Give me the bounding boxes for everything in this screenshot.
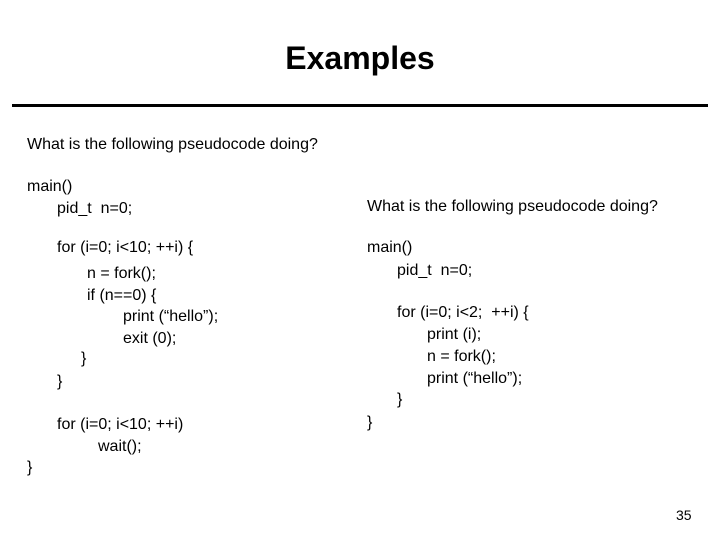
left-code-line-close-for: }: [57, 373, 63, 390]
right-code-line-print-i: print (i);: [427, 326, 482, 343]
right-code-line-fork: n = fork();: [427, 348, 496, 365]
left-code-line-if: if (n==0) {: [87, 287, 157, 304]
right-code-line-print-hello: print (“hello”);: [427, 370, 523, 387]
slide-title: Examples: [285, 40, 435, 76]
right-code-line-close-for: }: [397, 391, 403, 408]
left-code-line-decl: pid_t n=0;: [57, 200, 133, 217]
title-divider: [12, 104, 708, 107]
left-code-line-wait: wait();: [98, 438, 142, 455]
right-code-line-main: main(): [367, 239, 413, 256]
left-code-line-exit: exit (0);: [123, 330, 177, 347]
left-code-line-for2: for (i=0; i<10; ++i): [57, 416, 184, 433]
left-code-line-close-if: }: [81, 350, 87, 367]
left-code-line-close-main: }: [27, 459, 33, 476]
right-code-line-decl: pid_t n=0;: [397, 262, 473, 279]
left-code-line-for1: for (i=0; i<10; ++i) {: [57, 239, 194, 256]
left-question: What is the following pseudocode doing?: [27, 136, 318, 153]
page-number: 35: [676, 507, 692, 523]
right-code-line-close-main: }: [367, 414, 373, 431]
right-question: What is the following pseudocode doing?: [367, 198, 658, 215]
left-code-line-print: print (“hello”);: [123, 308, 219, 325]
left-code-line-fork: n = fork();: [87, 265, 156, 282]
left-code-line-main: main(): [27, 178, 73, 195]
right-code-line-for: for (i=0; i<2; ++i) {: [397, 304, 529, 321]
